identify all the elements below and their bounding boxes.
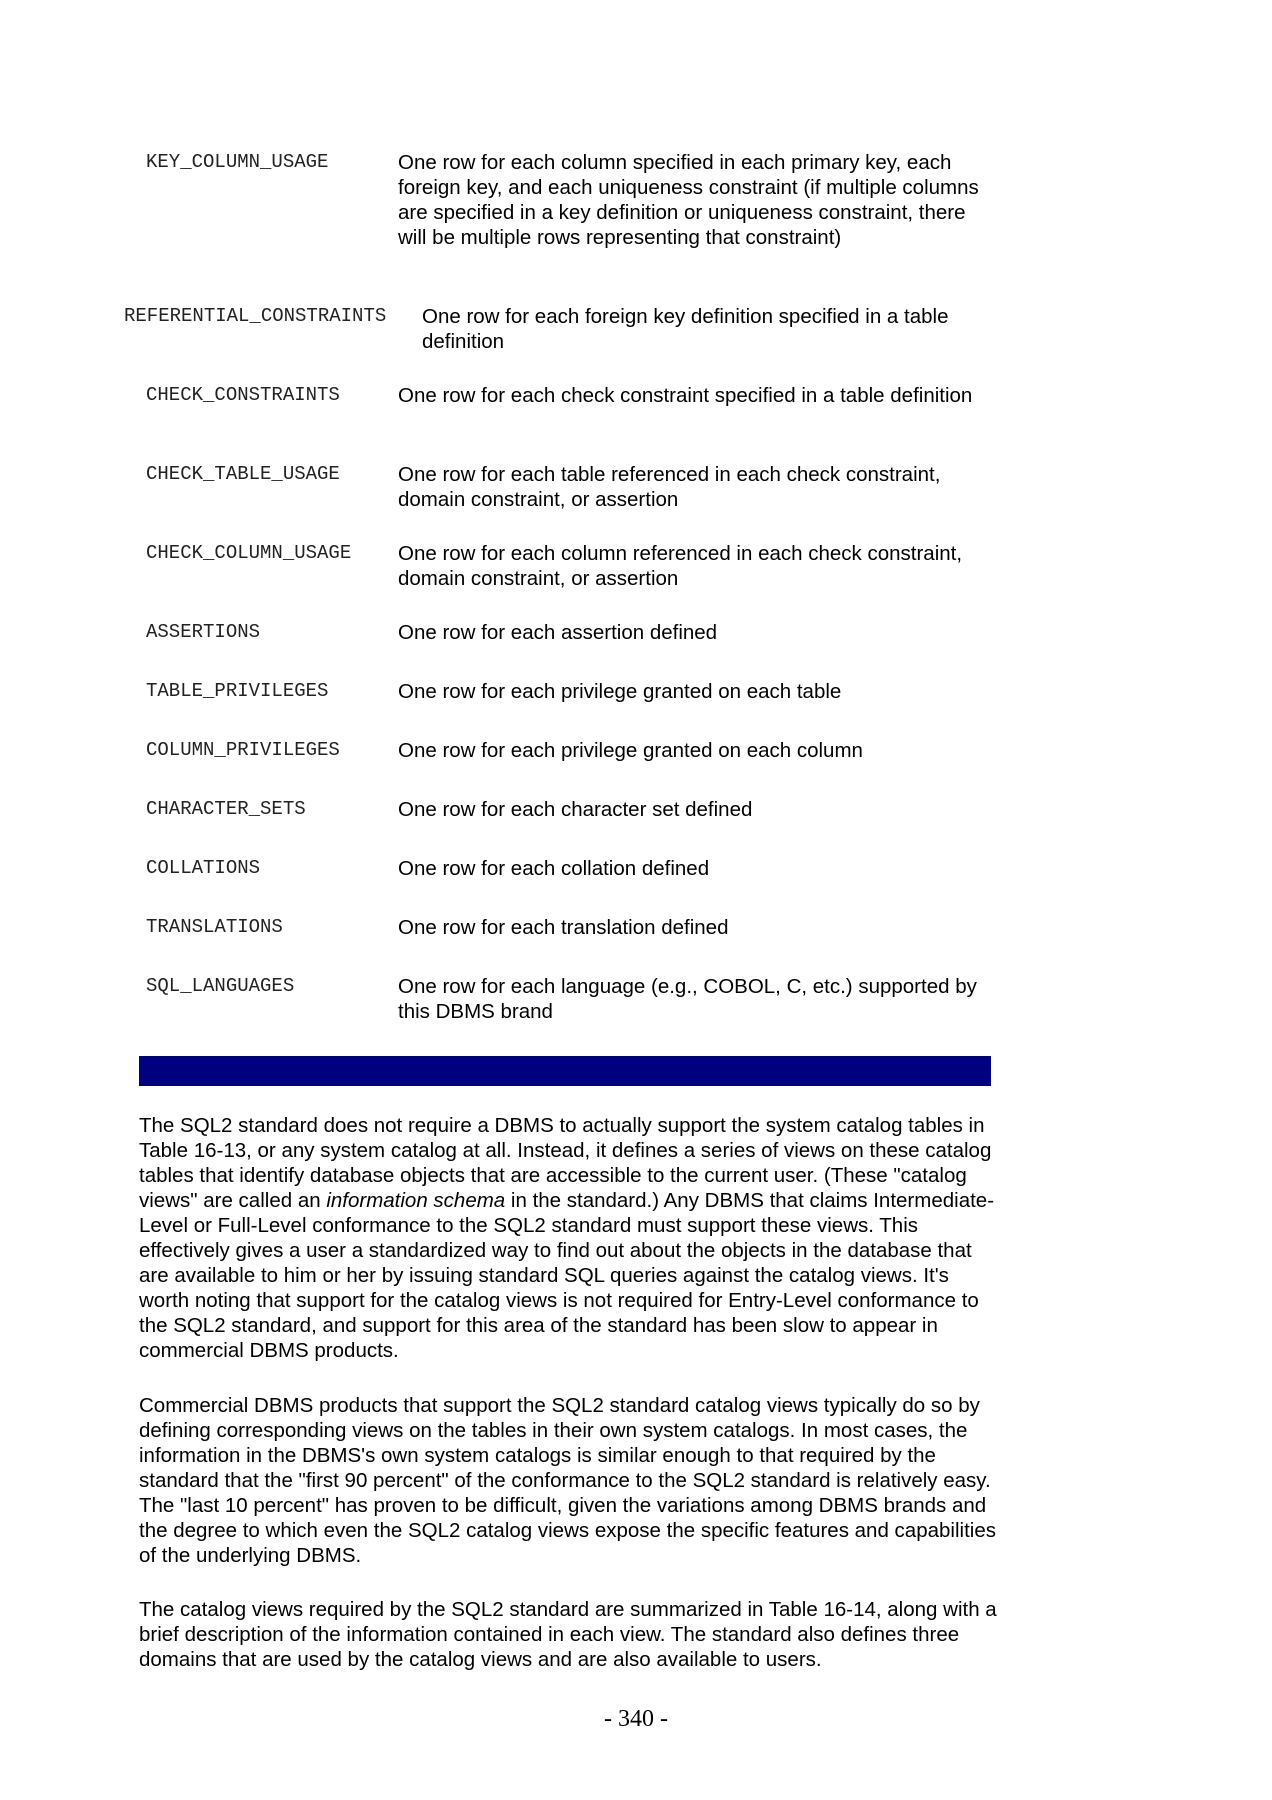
catalog-view-name: COLUMN_PRIVILEGES xyxy=(146,739,340,761)
catalog-view-name: CHARACTER_SETS xyxy=(146,798,306,820)
catalog-view-description: One row for each table referenced in each check constraint, domain constraint, or assertion xyxy=(398,463,941,511)
body-paragraph: The catalog views required by the SQL2 standard are summarized in Table 16-14, along with a brief description of the information contained in each view. The standard also defines three domains that are used by the catalog views and are also available to users. xyxy=(139,1598,997,1671)
catalog-view-description: One row for each check constraint specified in a table definition xyxy=(398,384,973,407)
catalog-view-description: One row for each character set defined xyxy=(398,798,753,821)
catalog-view-description: One row for each privilege granted on each column xyxy=(398,739,863,762)
catalog-view-description: One row for each column specified in each primary key, each foreign key, and each uniqueness constraint (if multiple columns are specified in a key definition or uniqueness constraint, there will be multiple rows representing that constraint) xyxy=(398,151,979,249)
paragraph-text: The SQL2 standard does not require a DBMS to actually support the system catalog tables in Table 16-13, or any system catalog at all. Instead, it defines a series of views on these catalog tables that identify database objects that are accessible to the current user. (These "catalog views" are called an xyxy=(139,1114,992,1212)
catalog-view-description: One row for each assertion defined xyxy=(398,621,718,644)
catalog-view-name: COLLATIONS xyxy=(146,857,261,879)
catalog-view-name: TRANSLATIONS xyxy=(146,916,283,938)
catalog-view-description: One row for each foreign key definition specified in a table definition xyxy=(422,305,949,353)
catalog-view-name: CHECK_CONSTRAINTS xyxy=(146,384,340,406)
catalog-view-name: KEY_COLUMN_USAGE xyxy=(146,151,329,173)
catalog-view-name: ASSERTIONS xyxy=(146,621,261,643)
catalog-view-description: One row for each language (e.g., COBOL, C, etc.) supported by this DBMS brand xyxy=(398,975,977,1023)
catalog-view-name: SQL_LANGUAGES xyxy=(146,975,295,997)
body-paragraph xyxy=(139,1113,1001,1363)
page-number: - 340 - xyxy=(604,1706,668,1732)
catalog-view-description: One row for each collation defined xyxy=(398,857,710,880)
catalog-view-description: One row for each privilege granted on each table xyxy=(398,680,842,703)
catalog-view-description: One row for each translation defined xyxy=(398,916,729,939)
body-paragraph: Commercial DBMS products that support the SQL2 standard catalog views typically do so by defining corresponding views on the tables in their own system catalogs. In most cases, the information in the DBMS's own system catalogs is similar enough to that required by the standard that the "first 90 percent" of the conformance to the SQL2 standard is relatively easy. The "last 10 percent" has proven to be difficult, given the variations among DBMS brands and the degree to which even the SQL2 catalog views expose the specific features and capabilities of the underlying DBMS. xyxy=(139,1394,996,1567)
paragraph-text: in the standard.) Any DBMS that claims Intermediate-Level or Full-Level conformance to the SQL2 standard must support these views. This effectively gives a user a standardized way to find out about the objects in the database that are available to him or her by issuing standard SQL queries against the catalog views. It's worth noting that support for the catalog views is not required for Entry-Level conformance to the SQL2 standard, and support for this area of the standard has been slow to appear in commercial DBMS products. xyxy=(139,1189,995,1362)
catalog-view-name: REFERENTIAL_CONSTRAINTS xyxy=(124,305,387,327)
section-divider-bar xyxy=(139,1056,991,1086)
emphasized-term: information schema xyxy=(326,1189,506,1212)
catalog-view-name: CHECK_TABLE_USAGE xyxy=(146,463,340,485)
catalog-view-name: CHECK_COLUMN_USAGE xyxy=(146,542,352,564)
catalog-view-description: One row for each column referenced in each check constraint, domain constraint, or assertion xyxy=(398,542,963,590)
catalog-view-name: TABLE_PRIVILEGES xyxy=(146,680,329,702)
